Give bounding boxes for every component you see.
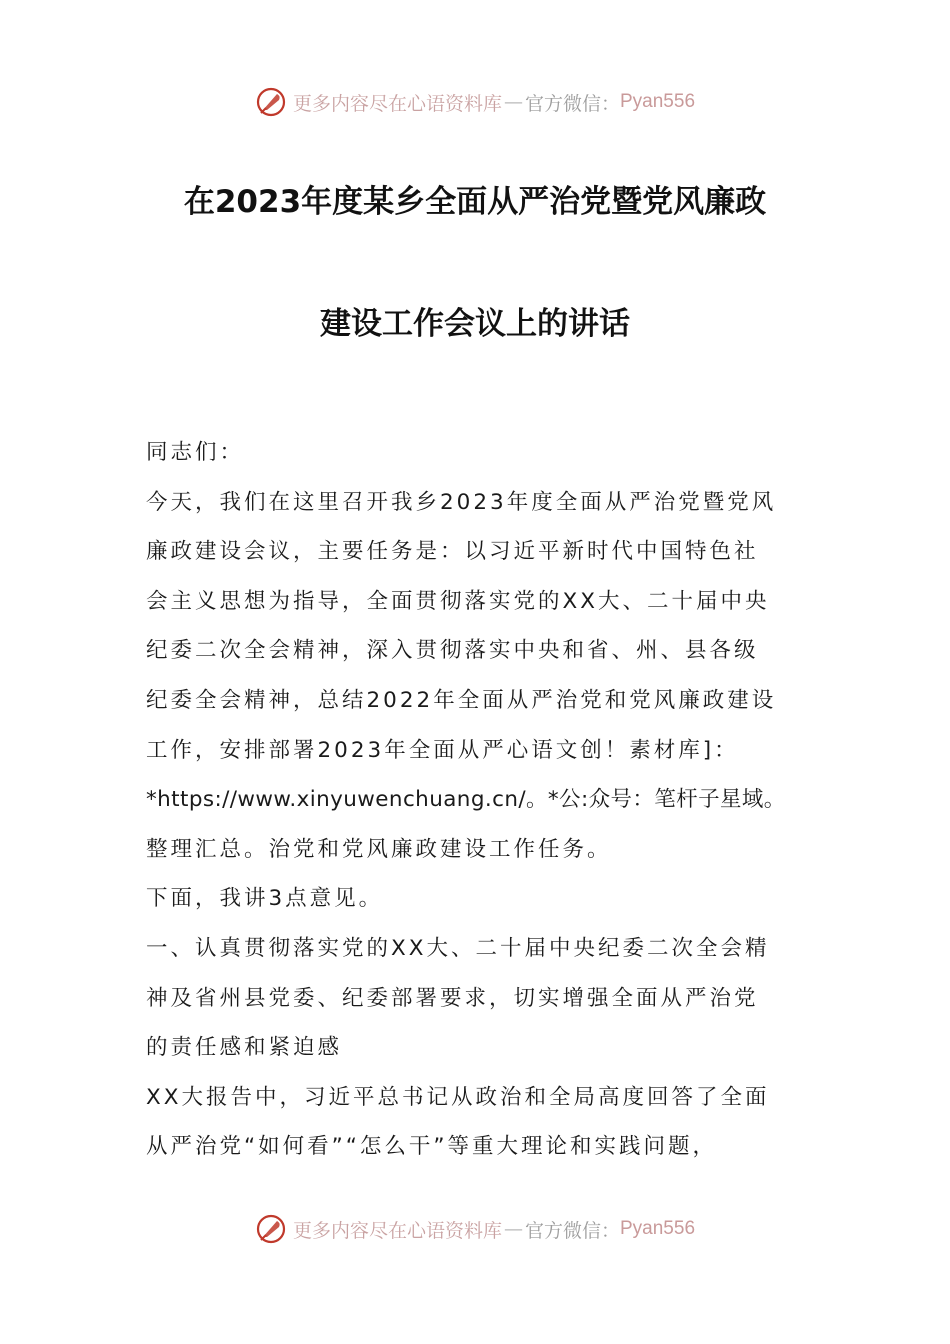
feather-pen-logo-icon xyxy=(255,1213,287,1245)
section-heading-line: 的责任感和紧迫感 xyxy=(146,1035,343,1061)
watermark-banner-top xyxy=(0,82,950,122)
watermark-contact-label: 官方微信： xyxy=(524,1219,620,1242)
body-line: 会主义思想为指导，全面贯彻落实党的XX大、二十届中央 xyxy=(146,588,770,614)
section-heading-line: 一、认真贯彻落实党的XX大、二十届中央纪委二次全会精 xyxy=(146,935,770,961)
body-line: 今天，我们在这里召开我乡2023年度全面从严治党暨党风 xyxy=(146,489,777,515)
body-line: 整理汇总。治党和党风廉政建设工作任务。 xyxy=(146,836,612,862)
watermark-brand-text: 更多内容尽在心语资料库 xyxy=(292,92,502,115)
body-line: XX大报告中，习近平总书记从政治和全局高度回答了全面 xyxy=(146,1084,770,1110)
body-line: 纪委二次全会精神，深入贯彻落实中央和省、州、县各级 xyxy=(146,638,759,664)
document-body xyxy=(146,428,811,1172)
feather-pen-logo-icon xyxy=(255,86,287,118)
watermark-handle: Pyan556 xyxy=(620,91,696,112)
body-line: 纪委全会精神，总结2022年全面从严治党和党风廉政建设 xyxy=(146,687,777,713)
body-line: 从严治党“如何看”“怎么干”等重大理论和实践问题， xyxy=(146,1134,718,1160)
watermark-contact-label: 官方微信： xyxy=(524,92,620,115)
document-title-line-1: 在2023年度某乡全面从严治党暨党风廉政 xyxy=(183,184,767,220)
watermark-separator: — xyxy=(503,91,523,113)
body-line: 工作，安排部署2023年全面从严心语文创！素材库]： xyxy=(146,737,739,763)
document-title-line-2: 建设工作会议上的讲话 xyxy=(320,306,630,342)
watermark-brand-text: 更多内容尽在心语资料库 xyxy=(292,1219,502,1242)
body-line-salutation: 同志们： xyxy=(146,440,245,465)
watermark-separator: — xyxy=(503,1218,523,1240)
watermark-banner-bottom xyxy=(0,1209,950,1249)
section-heading-line: 神及省州县党委、纪委部署要求，切实增强全面从严治党 xyxy=(146,985,759,1011)
body-line-url: *https://www.xinyuwenchuang.cn/。*公:众号：笔杆子星域。 xyxy=(146,787,786,813)
body-line: 廉政建设会议，主要任务是：以习近平新时代中国特色社 xyxy=(146,539,759,565)
watermark-handle: Pyan556 xyxy=(620,1218,696,1239)
body-line: 下面，我讲3点意见。 xyxy=(146,886,384,912)
